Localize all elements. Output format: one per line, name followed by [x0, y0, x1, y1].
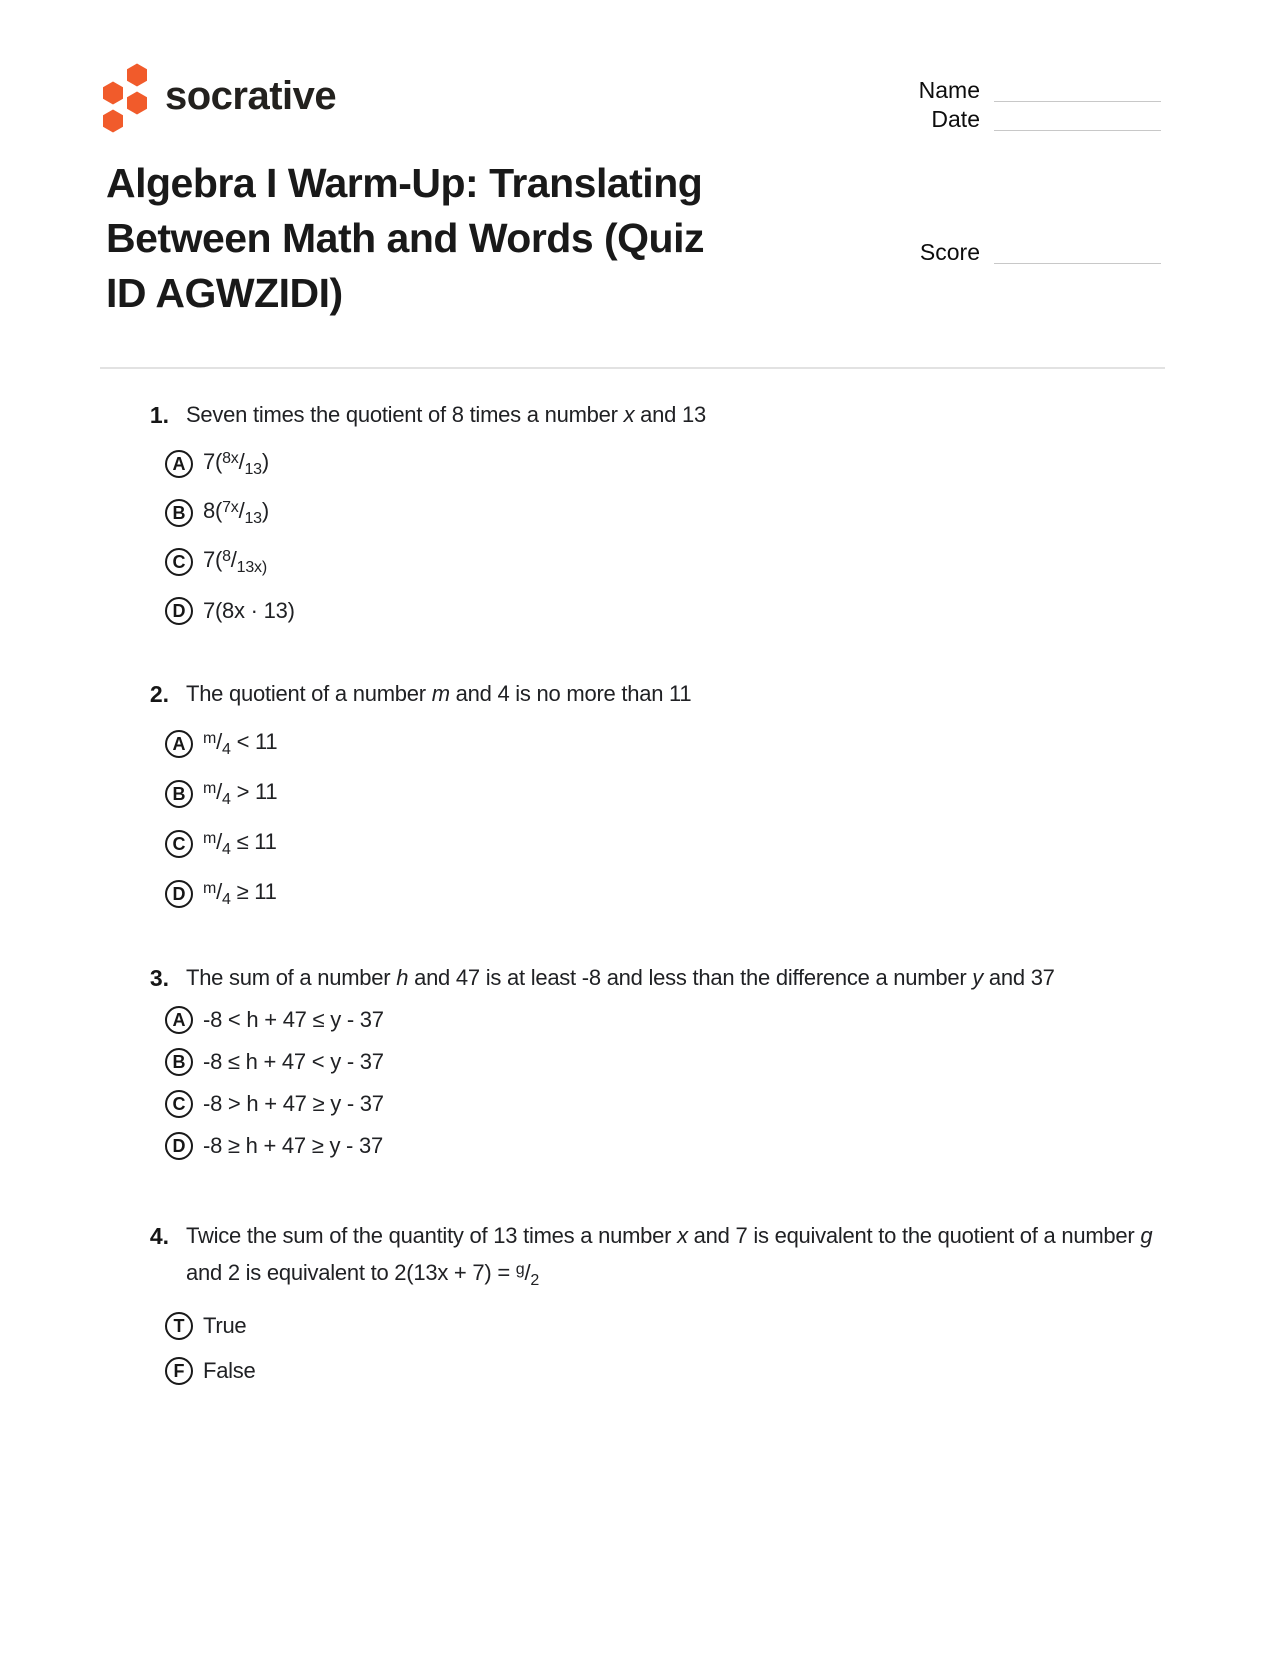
option-letter-badge: C: [165, 830, 193, 858]
question-number: 2.: [149, 681, 169, 707]
option-row: [165, 1003, 1175, 1037]
option-row: [165, 777, 1175, 811]
question-header: [140, 398, 1175, 432]
option-letter-badge: C: [165, 1090, 193, 1118]
option-letter-badge: D: [165, 1132, 193, 1160]
score-label: Score: [919, 239, 980, 265]
question-item: [140, 398, 1175, 628]
option-letter-badge: D: [165, 597, 193, 625]
option-text: $8(^{7x}/_{13})$: [203, 497, 269, 527]
option-row: [165, 1309, 1175, 1343]
question-number: 3.: [149, 965, 169, 991]
quiz-title-line: ID AGWZIDI): [106, 270, 343, 316]
option-text: -8 < h + 47 ≤ y - 37: [203, 1007, 384, 1032]
option-row: [165, 727, 1175, 761]
date-label: Date: [931, 106, 980, 132]
option-text: $^m/_4 < 11$: [203, 728, 278, 758]
question-number: 4.: [149, 1223, 169, 1249]
option-text: $7(^{8x}/_{13})$: [203, 448, 269, 478]
option-letter-badge: A: [165, 1006, 193, 1034]
question-text: Seven times the quotient of 8 times a number x and 13: [186, 402, 706, 427]
option-row: [165, 1045, 1175, 1079]
option-letter-badge: B: [165, 780, 193, 808]
option-text: True: [203, 1313, 247, 1338]
option-row: [165, 1087, 1175, 1121]
question-header: [140, 961, 1175, 995]
option-row: [165, 594, 1175, 628]
option-row: [165, 1354, 1175, 1388]
question-text: The quotient of a number m and 4 is no more than 11: [186, 681, 692, 706]
option-row: [165, 1129, 1175, 1163]
option-letter-badge: A: [165, 450, 193, 478]
question-text: Twice the sum of the quantity of 13 times a number x and 7 is equivalent to the quotient of a number g and 2 is equivalent to $2(13x + 7) = ^g/_2$: [186, 1223, 1153, 1289]
question-number: 1.: [149, 402, 169, 428]
option-row: [165, 496, 1175, 530]
option-text: -8 > h + 47 ≥ y - 37: [203, 1091, 384, 1116]
question-header: [140, 677, 1175, 711]
question-text: The sum of a number h and 47 is at least -8 and less than the difference a number y and 37: [186, 965, 1055, 990]
option-row: [165, 877, 1175, 911]
option-text: $^m/_4 \le 11$: [203, 828, 277, 858]
brand-name: socrative: [165, 73, 337, 118]
option-row: [165, 827, 1175, 861]
option-text: 7(8x · 13): [203, 598, 295, 623]
question-header: [140, 1219, 1175, 1298]
question-item: [140, 961, 1175, 1163]
option-text: False: [203, 1358, 256, 1383]
option-text: -8 ≥ h + 47 ≥ y - 37: [203, 1133, 383, 1158]
option-list: [165, 1309, 1175, 1388]
option-letter-badge: B: [165, 499, 193, 527]
option-list: [165, 727, 1175, 911]
option-text: $7(^8/_{13x)}$: [203, 546, 267, 576]
option-letter-badge: C: [165, 548, 193, 576]
option-text: $^m/_4 > 11$: [203, 778, 278, 808]
option-letter-badge: F: [165, 1357, 193, 1385]
option-letter-badge: D: [165, 880, 193, 908]
option-list: [165, 1003, 1175, 1163]
option-text: -8 ≤ h + 47 < y - 37: [203, 1049, 384, 1074]
question-item: [140, 677, 1175, 911]
option-text: $^m/_4 \ge 11$: [203, 878, 277, 908]
option-letter-badge: T: [165, 1312, 193, 1340]
question-item: [140, 1219, 1175, 1388]
option-row: [165, 447, 1175, 481]
name-label: Name: [918, 77, 980, 103]
option-letter-badge: A: [165, 730, 193, 758]
option-list: [165, 447, 1175, 628]
option-row: [165, 545, 1175, 579]
quiz-title-line: Between Math and Words (Quiz: [106, 215, 704, 261]
quiz-title-line: Algebra I Warm-Up: Translating: [106, 160, 703, 206]
option-letter-badge: B: [165, 1048, 193, 1076]
